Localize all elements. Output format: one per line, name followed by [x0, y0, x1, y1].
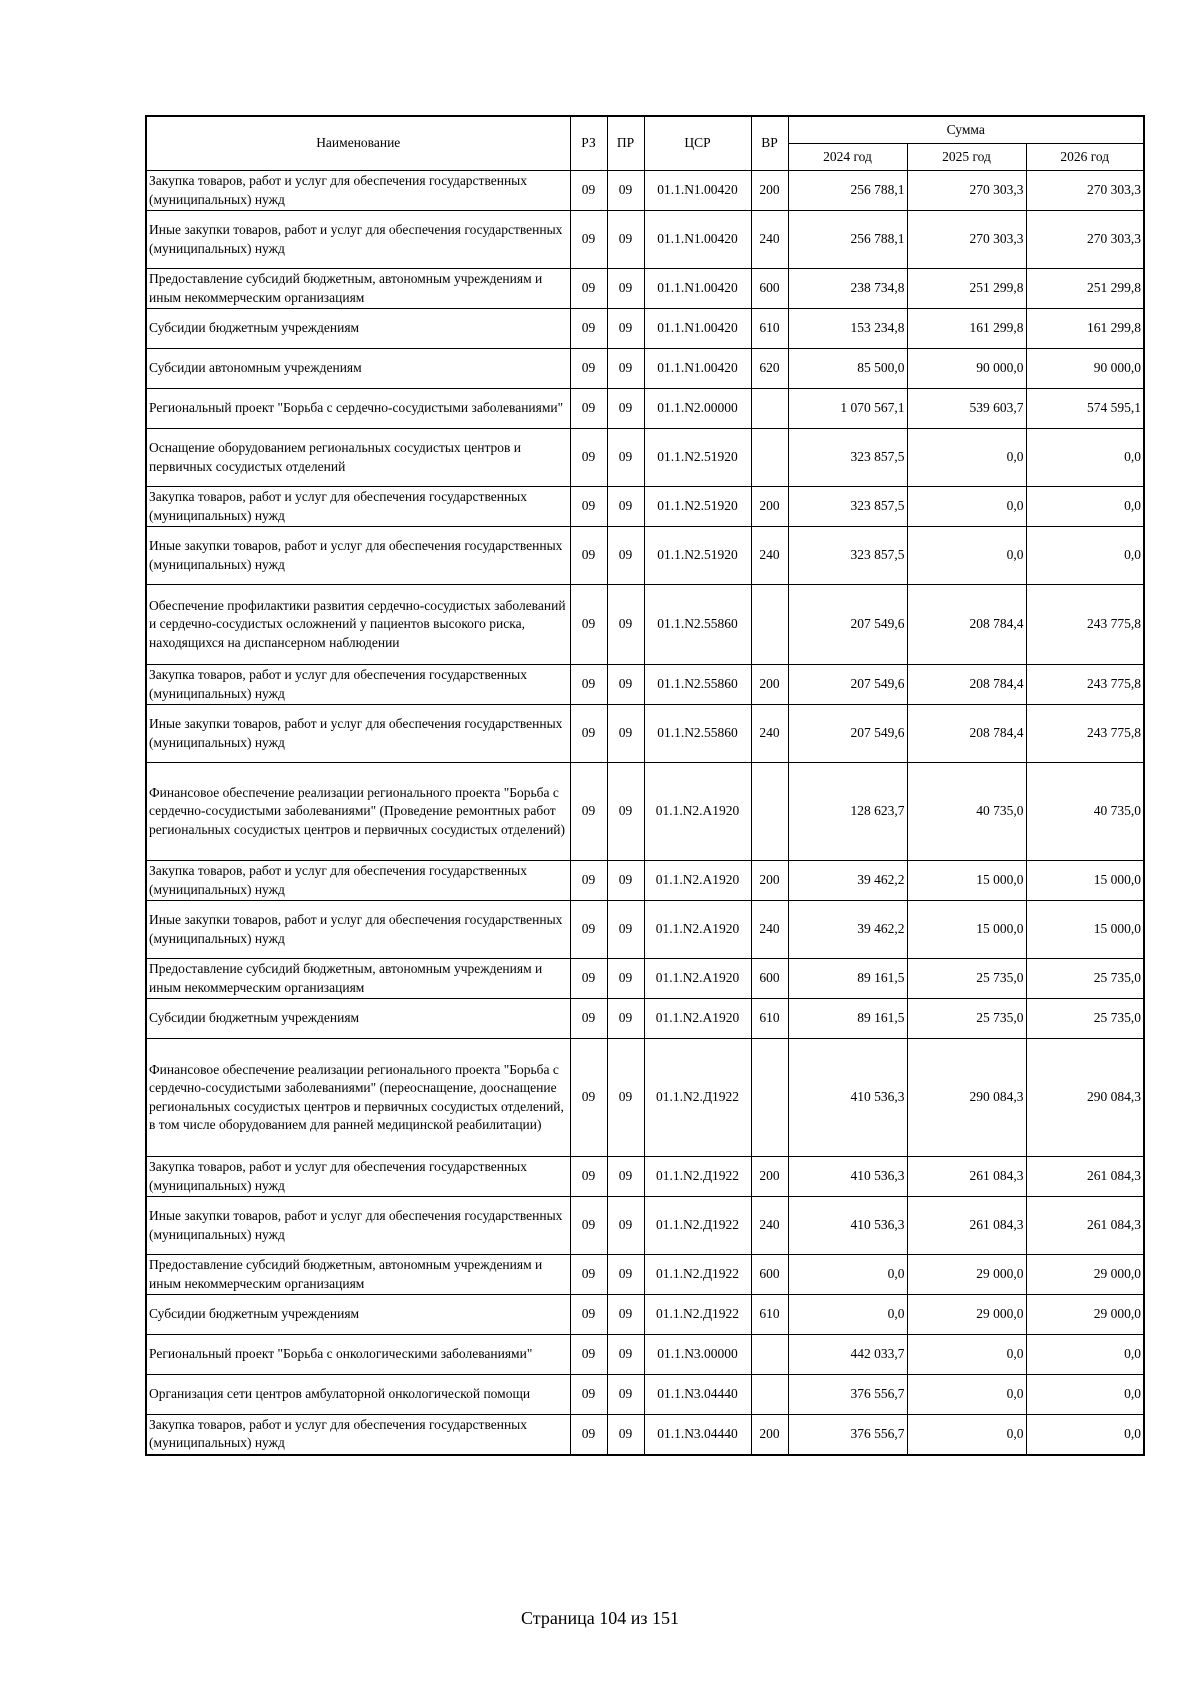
cell-2026: 251 299,8	[1026, 269, 1144, 309]
cell-2024: 442 033,7	[788, 1335, 907, 1375]
cell-pr: 09	[607, 211, 644, 269]
cell-2024: 410 536,3	[788, 1039, 907, 1157]
cell-pr: 09	[607, 389, 644, 429]
cell-2024: 128 623,7	[788, 763, 907, 861]
cell-name: Финансовое обеспечение реализации регионального проекта "Борьба с сердечно-сосудистыми заболеваниями" (переоснащение, дооснащение региональных сосудистых центров и первичных сосудистых отделений, в том числе оборудованием для ранней медицинской реабилитации)	[146, 1039, 570, 1157]
cell-pr: 09	[607, 269, 644, 309]
cell-name: Иные закупки товаров, работ и услуг для обеспечения государственных (муниципальных) нужд	[146, 527, 570, 585]
cell-csr: 01.1.N2.A1920	[644, 999, 751, 1039]
cell-pr: 09	[607, 309, 644, 349]
cell-vr: 200	[751, 487, 788, 527]
table-row	[146, 585, 1144, 665]
cell-csr: 01.1.N1.00420	[644, 211, 751, 269]
table-row	[146, 309, 1144, 349]
cell-2026: 243 775,8	[1026, 705, 1144, 763]
cell-pr: 09	[607, 1255, 644, 1295]
cell-pr: 09	[607, 861, 644, 901]
cell-csr: 01.1.N2.A1920	[644, 901, 751, 959]
cell-2025: 290 084,3	[907, 1039, 1026, 1157]
cell-rz: 09	[570, 665, 607, 705]
cell-csr: 01.1.N3.04440	[644, 1375, 751, 1415]
cell-pr: 09	[607, 487, 644, 527]
cell-2025: 0,0	[907, 1335, 1026, 1375]
cell-name: Субсидии бюджетным учреждениям	[146, 999, 570, 1039]
cell-name: Иные закупки товаров, работ и услуг для обеспечения государственных (муниципальных) нужд	[146, 901, 570, 959]
cell-rz: 09	[570, 901, 607, 959]
cell-2025: 270 303,3	[907, 171, 1026, 211]
cell-pr: 09	[607, 1295, 644, 1335]
cell-pr: 09	[607, 1335, 644, 1375]
cell-2024: 85 500,0	[788, 349, 907, 389]
table-body	[146, 171, 1144, 1455]
cell-2024: 207 549,6	[788, 705, 907, 763]
table-row	[146, 269, 1144, 309]
cell-name: Закупка товаров, работ и услуг для обеспечения государственных (муниципальных) нужд	[146, 1157, 570, 1197]
cell-2026: 0,0	[1026, 429, 1144, 487]
table-row	[146, 1375, 1144, 1415]
cell-vr: 240	[751, 901, 788, 959]
cell-csr: 01.1.N2.Д1922	[644, 1255, 751, 1295]
cell-rz: 09	[570, 585, 607, 665]
table-row	[146, 349, 1144, 389]
cell-name: Закупка товаров, работ и услуг для обеспечения государственных (муниципальных) нужд	[146, 861, 570, 901]
cell-vr: 600	[751, 1255, 788, 1295]
budget-table	[145, 115, 1145, 1456]
cell-vr: 200	[751, 861, 788, 901]
cell-2026: 574 595,1	[1026, 389, 1144, 429]
cell-2026: 270 303,3	[1026, 171, 1144, 211]
cell-vr: 600	[751, 959, 788, 999]
cell-2026: 29 000,0	[1026, 1255, 1144, 1295]
cell-rz: 09	[570, 763, 607, 861]
table-row	[146, 1295, 1144, 1335]
table-row	[146, 999, 1144, 1039]
cell-vr: 620	[751, 349, 788, 389]
cell-name: Региональный проект "Борьба с онкологическими заболеваниями"	[146, 1335, 570, 1375]
cell-2024: 410 536,3	[788, 1157, 907, 1197]
table-row	[146, 861, 1144, 901]
cell-csr: 01.1.N1.00420	[644, 309, 751, 349]
cell-2025: 208 784,4	[907, 585, 1026, 665]
cell-pr: 09	[607, 705, 644, 763]
col-header-year-2025: 2025 год	[907, 144, 1026, 171]
cell-2024: 323 857,5	[788, 527, 907, 585]
cell-pr: 09	[607, 171, 644, 211]
cell-pr: 09	[607, 999, 644, 1039]
col-header-vr: ВР	[751, 116, 788, 171]
cell-rz: 09	[570, 309, 607, 349]
cell-vr	[751, 585, 788, 665]
cell-rz: 09	[570, 959, 607, 999]
cell-2026: 243 775,8	[1026, 665, 1144, 705]
cell-2024: 153 234,8	[788, 309, 907, 349]
col-header-rz: РЗ	[570, 116, 607, 171]
cell-csr: 01.1.N2.55860	[644, 665, 751, 705]
cell-name: Субсидии бюджетным учреждениям	[146, 1295, 570, 1335]
col-header-csr: ЦСР	[644, 116, 751, 171]
cell-vr: 200	[751, 1157, 788, 1197]
cell-vr: 240	[751, 1197, 788, 1255]
cell-rz: 09	[570, 527, 607, 585]
table-row	[146, 1335, 1144, 1375]
cell-pr: 09	[607, 527, 644, 585]
cell-2024: 323 857,5	[788, 487, 907, 527]
cell-2025: 29 000,0	[907, 1295, 1026, 1335]
table-row	[146, 705, 1144, 763]
cell-csr: 01.1.N1.00420	[644, 349, 751, 389]
cell-rz: 09	[570, 349, 607, 389]
cell-2024: 376 556,7	[788, 1375, 907, 1415]
cell-2024: 89 161,5	[788, 959, 907, 999]
cell-rz: 09	[570, 171, 607, 211]
cell-2024: 410 536,3	[788, 1197, 907, 1255]
cell-2026: 0,0	[1026, 1335, 1144, 1375]
cell-2025: 208 784,4	[907, 705, 1026, 763]
cell-pr: 09	[607, 763, 644, 861]
cell-2025: 25 735,0	[907, 959, 1026, 999]
cell-2025: 261 084,3	[907, 1157, 1026, 1197]
cell-csr: 01.1.N2.Д1922	[644, 1157, 751, 1197]
cell-rz: 09	[570, 1197, 607, 1255]
cell-csr: 01.1.N3.04440	[644, 1415, 751, 1455]
cell-2026: 15 000,0	[1026, 861, 1144, 901]
cell-name: Финансовое обеспечение реализации регионального проекта "Борьба с сердечно-сосудистыми заболеваниями" (Проведение ремонтных работ региональных сосудистых центров и первичных сосудистых отделений)	[146, 763, 570, 861]
cell-2026: 261 084,3	[1026, 1157, 1144, 1197]
cell-pr: 09	[607, 1415, 644, 1455]
cell-vr	[751, 389, 788, 429]
table-row	[146, 487, 1144, 527]
table-row	[146, 171, 1144, 211]
cell-csr: 01.1.N2.Д1922	[644, 1039, 751, 1157]
cell-pr: 09	[607, 1039, 644, 1157]
cell-vr: 240	[751, 211, 788, 269]
cell-rz: 09	[570, 705, 607, 763]
cell-pr: 09	[607, 959, 644, 999]
table-row	[146, 1197, 1144, 1255]
table-row	[146, 429, 1144, 487]
cell-vr: 200	[751, 1415, 788, 1455]
cell-2024: 0,0	[788, 1295, 907, 1335]
table-row	[146, 901, 1144, 959]
cell-name: Закупка товаров, работ и услуг для обеспечения государственных (муниципальных) нужд	[146, 171, 570, 211]
table-row	[146, 1039, 1144, 1157]
cell-2026: 25 735,0	[1026, 959, 1144, 999]
cell-2026: 290 084,3	[1026, 1039, 1144, 1157]
cell-vr: 200	[751, 171, 788, 211]
cell-csr: 01.1.N2.51920	[644, 429, 751, 487]
cell-2026: 261 084,3	[1026, 1197, 1144, 1255]
cell-csr: 01.1.N2.55860	[644, 705, 751, 763]
cell-csr: 01.1.N1.00420	[644, 269, 751, 309]
cell-2024: 207 549,6	[788, 665, 907, 705]
cell-name: Иные закупки товаров, работ и услуг для обеспечения государственных (муниципальных) нужд	[146, 705, 570, 763]
cell-pr: 09	[607, 1375, 644, 1415]
cell-pr: 09	[607, 349, 644, 389]
cell-2024: 0,0	[788, 1255, 907, 1295]
cell-2024: 256 788,1	[788, 171, 907, 211]
table-row	[146, 1255, 1144, 1295]
cell-2026: 25 735,0	[1026, 999, 1144, 1039]
cell-2026: 90 000,0	[1026, 349, 1144, 389]
cell-vr: 240	[751, 527, 788, 585]
cell-csr: 01.1.N2.Д1922	[644, 1197, 751, 1255]
cell-2025: 539 603,7	[907, 389, 1026, 429]
table-row	[146, 1415, 1144, 1455]
cell-2025: 15 000,0	[907, 901, 1026, 959]
cell-pr: 09	[607, 1157, 644, 1197]
cell-vr: 610	[751, 1295, 788, 1335]
cell-pr: 09	[607, 665, 644, 705]
cell-name: Закупка товаров, работ и услуг для обеспечения государственных (муниципальных) нужд	[146, 487, 570, 527]
cell-csr: 01.1.N2.51920	[644, 487, 751, 527]
cell-2026: 0,0	[1026, 487, 1144, 527]
cell-csr: 01.1.N2.A1920	[644, 763, 751, 861]
cell-2025: 15 000,0	[907, 861, 1026, 901]
cell-name: Закупка товаров, работ и услуг для обеспечения государственных (муниципальных) нужд	[146, 1415, 570, 1455]
cell-rz: 09	[570, 1255, 607, 1295]
cell-2025: 40 735,0	[907, 763, 1026, 861]
table-row	[146, 527, 1144, 585]
cell-rz: 09	[570, 1039, 607, 1157]
col-header-year-2026: 2026 год	[1026, 144, 1144, 171]
cell-2025: 29 000,0	[907, 1255, 1026, 1295]
cell-name: Предоставление субсидий бюджетным, автономным учреждениям и иным некоммерческим организациям	[146, 269, 570, 309]
table-row	[146, 1157, 1144, 1197]
cell-2025: 261 084,3	[907, 1197, 1026, 1255]
cell-2024: 1 070 567,1	[788, 389, 907, 429]
cell-rz: 09	[570, 487, 607, 527]
cell-rz: 09	[570, 429, 607, 487]
cell-csr: 01.1.N2.55860	[644, 585, 751, 665]
cell-vr: 200	[751, 665, 788, 705]
cell-2025: 251 299,8	[907, 269, 1026, 309]
cell-rz: 09	[570, 389, 607, 429]
cell-2026: 270 303,3	[1026, 211, 1144, 269]
cell-csr: 01.1.N2.A1920	[644, 861, 751, 901]
page-number: Страница 104 из 151	[521, 1608, 679, 1628]
cell-name: Региональный проект "Борьба с сердечно-сосудистыми заболеваниями"	[146, 389, 570, 429]
cell-2026: 161 299,8	[1026, 309, 1144, 349]
cell-2025: 90 000,0	[907, 349, 1026, 389]
cell-2026: 40 735,0	[1026, 763, 1144, 861]
cell-2026: 29 000,0	[1026, 1295, 1144, 1335]
cell-csr: 01.1.N2.51920	[644, 527, 751, 585]
table-row	[146, 763, 1144, 861]
cell-2025: 0,0	[907, 429, 1026, 487]
cell-name: Предоставление субсидий бюджетным, автономным учреждениям и иным некоммерческим организациям	[146, 959, 570, 999]
cell-rz: 09	[570, 1415, 607, 1455]
header-row	[146, 116, 1144, 144]
cell-2024: 376 556,7	[788, 1415, 907, 1455]
cell-2025: 161 299,8	[907, 309, 1026, 349]
table-row	[146, 959, 1144, 999]
cell-rz: 09	[570, 861, 607, 901]
cell-2024: 39 462,2	[788, 901, 907, 959]
cell-rz: 09	[570, 1335, 607, 1375]
cell-name: Субсидии автономным учреждениям	[146, 349, 570, 389]
cell-2026: 0,0	[1026, 1415, 1144, 1455]
cell-2025: 25 735,0	[907, 999, 1026, 1039]
table-row	[146, 211, 1144, 269]
cell-2026: 0,0	[1026, 527, 1144, 585]
cell-rz: 09	[570, 1157, 607, 1197]
col-header-year-2024: 2024 год	[788, 144, 907, 171]
cell-vr: 610	[751, 309, 788, 349]
cell-name: Иные закупки товаров, работ и услуг для обеспечения государственных (муниципальных) нужд	[146, 1197, 570, 1255]
cell-name: Предоставление субсидий бюджетным, автономным учреждениям и иным некоммерческим организациям	[146, 1255, 570, 1295]
cell-vr: 610	[751, 999, 788, 1039]
cell-csr: 01.1.N1.00420	[644, 171, 751, 211]
cell-2024: 238 734,8	[788, 269, 907, 309]
cell-vr	[751, 763, 788, 861]
table-row	[146, 389, 1144, 429]
cell-2025: 208 784,4	[907, 665, 1026, 705]
cell-vr: 240	[751, 705, 788, 763]
cell-2024: 323 857,5	[788, 429, 907, 487]
table-row	[146, 665, 1144, 705]
cell-2025: 0,0	[907, 1375, 1026, 1415]
cell-2025: 0,0	[907, 527, 1026, 585]
cell-name: Обеспечение профилактики развития сердечно-сосудистых заболеваний и сердечно-сосудистых осложнений у пациентов высокого риска, находящихся на диспансерном наблюдении	[146, 585, 570, 665]
cell-2025: 270 303,3	[907, 211, 1026, 269]
cell-csr: 01.1.N2.A1920	[644, 959, 751, 999]
col-header-name: Наименование	[146, 116, 570, 171]
cell-rz: 09	[570, 211, 607, 269]
cell-name: Субсидии бюджетным учреждениям	[146, 309, 570, 349]
cell-2024: 207 549,6	[788, 585, 907, 665]
cell-pr: 09	[607, 1197, 644, 1255]
cell-pr: 09	[607, 429, 644, 487]
col-header-pr: ПР	[607, 116, 644, 171]
cell-pr: 09	[607, 585, 644, 665]
cell-2024: 256 788,1	[788, 211, 907, 269]
cell-vr: 600	[751, 269, 788, 309]
cell-2025: 0,0	[907, 487, 1026, 527]
cell-csr: 01.1.N2.Д1922	[644, 1295, 751, 1335]
cell-vr	[751, 1335, 788, 1375]
cell-name: Закупка товаров, работ и услуг для обеспечения государственных (муниципальных) нужд	[146, 665, 570, 705]
cell-csr: 01.1.N3.00000	[644, 1335, 751, 1375]
cell-rz: 09	[570, 269, 607, 309]
cell-csr: 01.1.N2.00000	[644, 389, 751, 429]
cell-2026: 243 775,8	[1026, 585, 1144, 665]
cell-2024: 89 161,5	[788, 999, 907, 1039]
cell-rz: 09	[570, 1295, 607, 1335]
cell-rz: 09	[570, 1375, 607, 1415]
cell-name: Оснащение оборудованием региональных сосудистых центров и первичных сосудистых отделений	[146, 429, 570, 487]
cell-name: Иные закупки товаров, работ и услуг для обеспечения государственных (муниципальных) нужд	[146, 211, 570, 269]
cell-2024: 39 462,2	[788, 861, 907, 901]
cell-2026: 15 000,0	[1026, 901, 1144, 959]
cell-2026: 0,0	[1026, 1375, 1144, 1415]
cell-rz: 09	[570, 999, 607, 1039]
cell-pr: 09	[607, 901, 644, 959]
cell-2025: 0,0	[907, 1415, 1026, 1455]
cell-name: Организация сети центров амбулаторной онкологической помощи	[146, 1375, 570, 1415]
cell-vr	[751, 1375, 788, 1415]
cell-vr	[751, 1039, 788, 1157]
col-header-sum: Сумма	[788, 116, 1144, 144]
cell-vr	[751, 429, 788, 487]
